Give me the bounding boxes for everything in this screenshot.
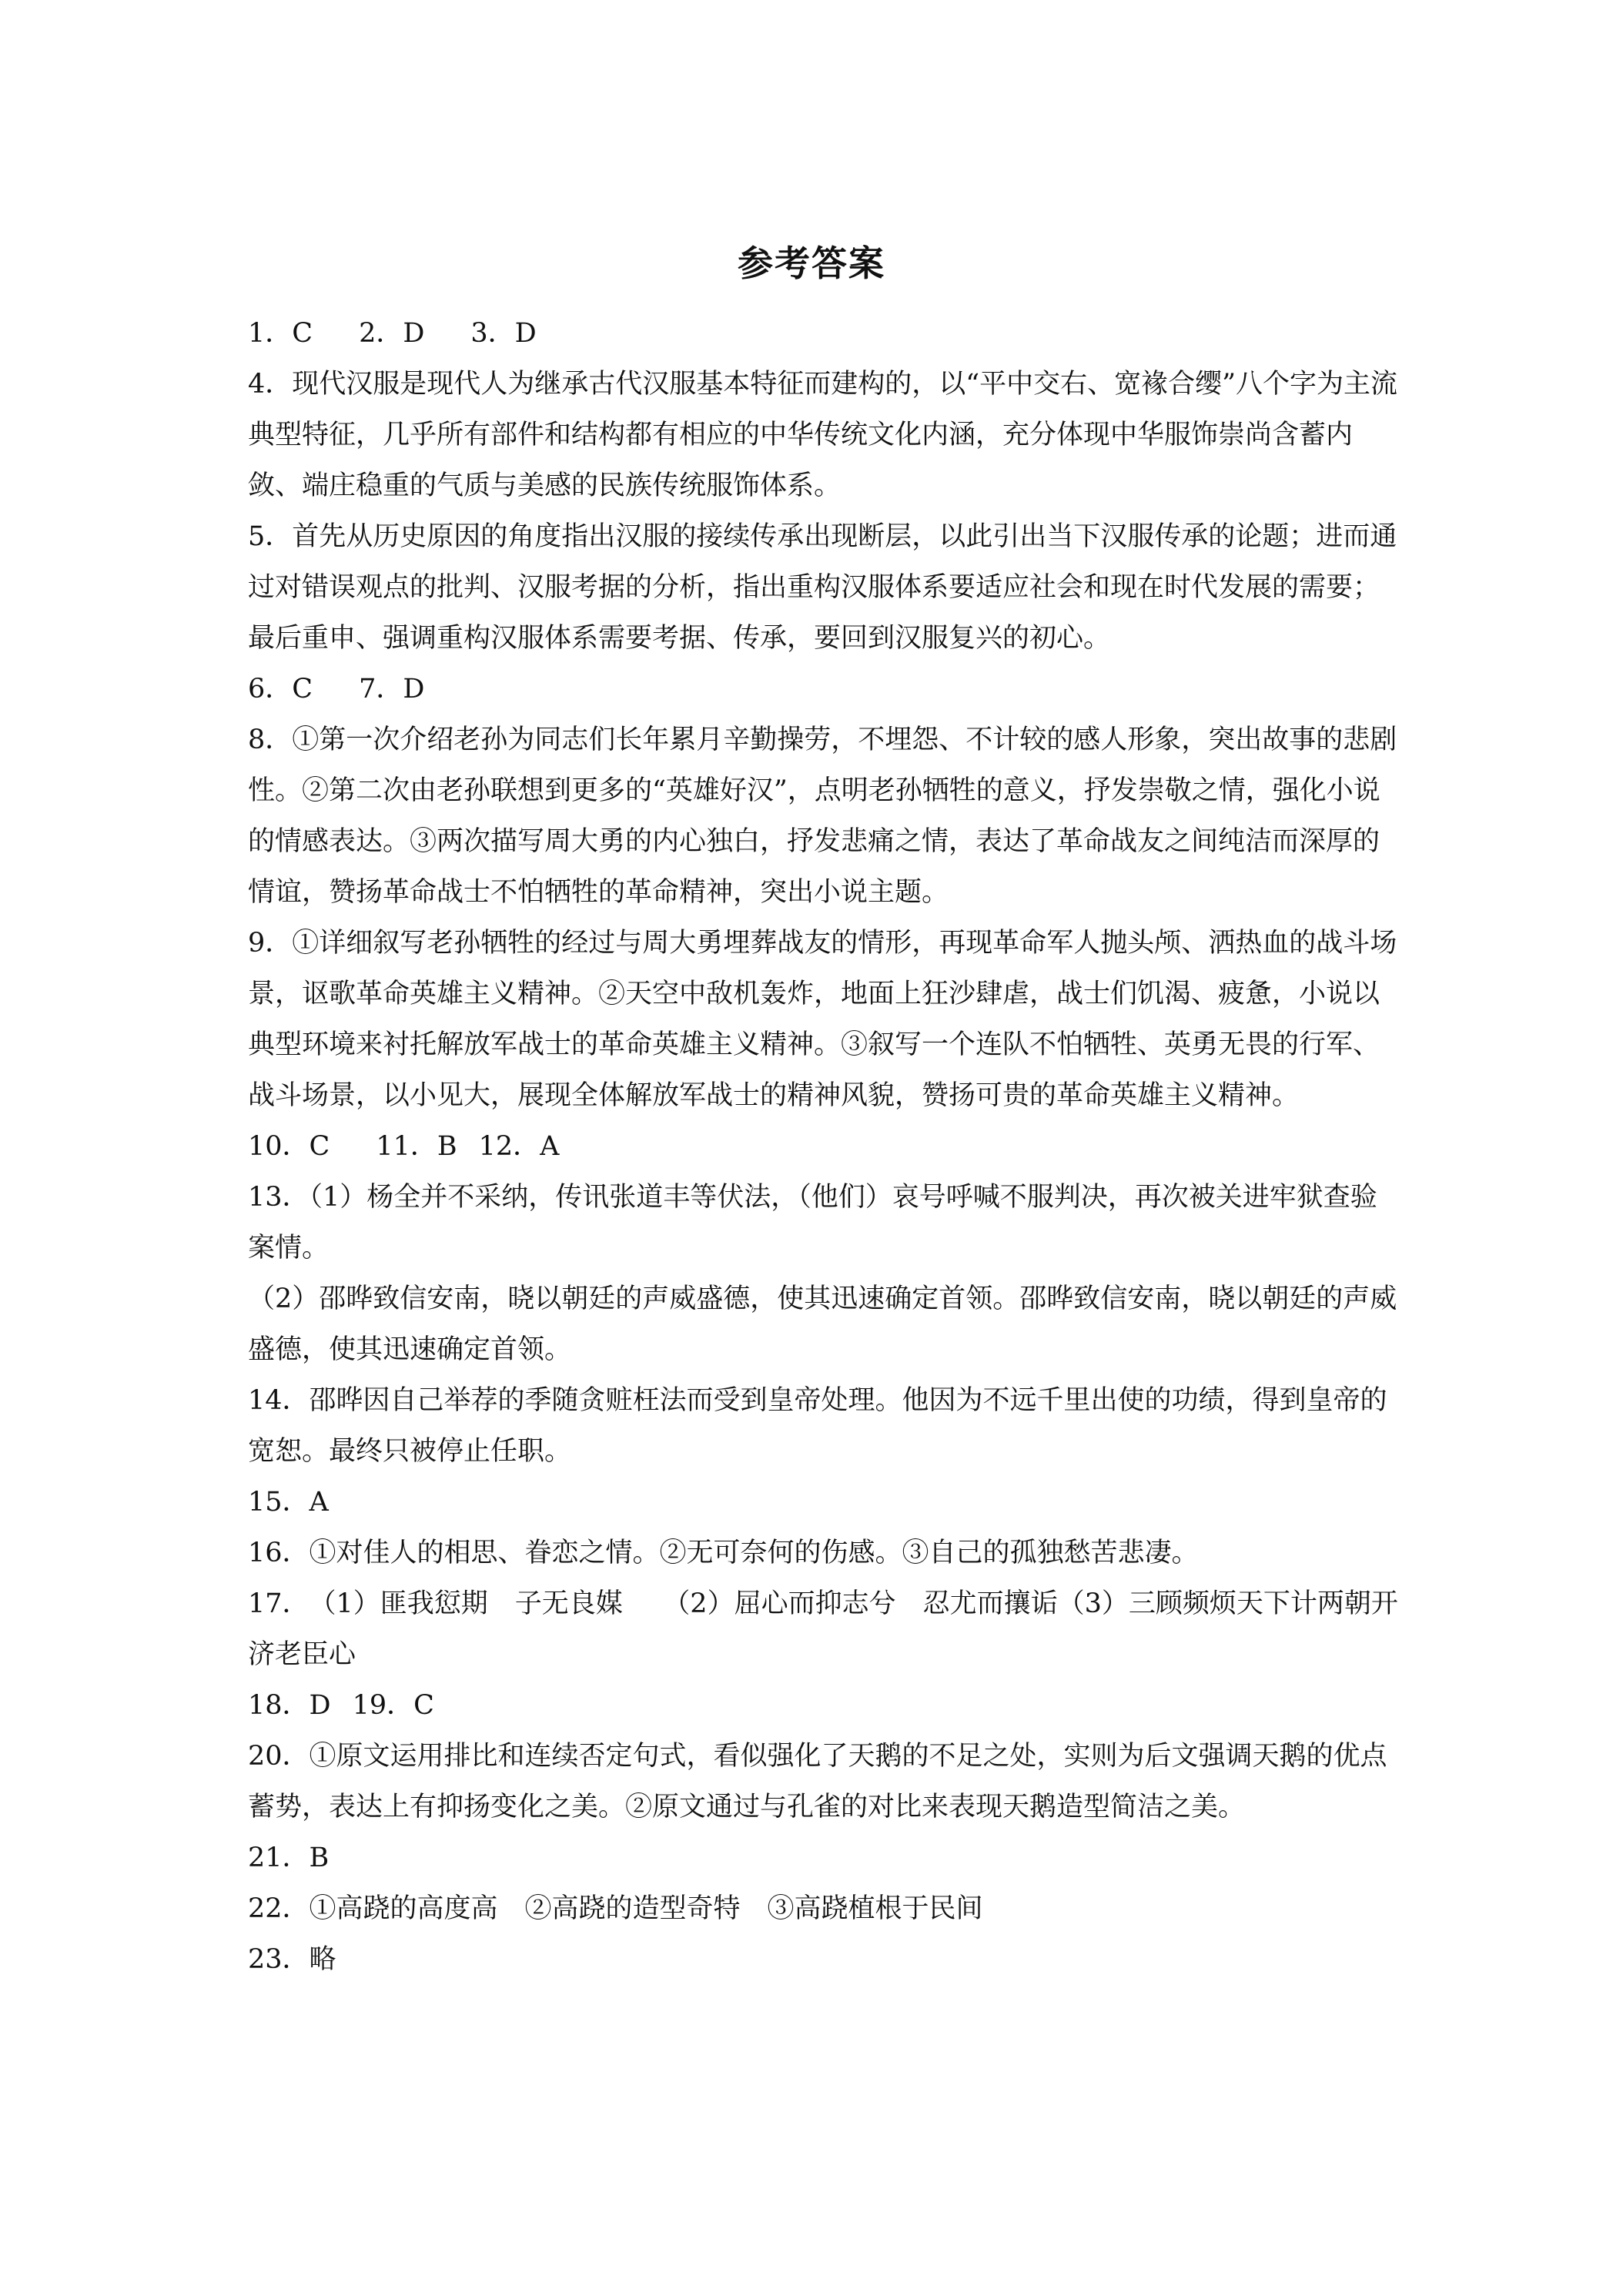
answer-4: 4．现代汉服是现代人为继承古代汉服基本特征而建构的，以“平中交右、宽褖合缨”八个字为主流典型特征，几乎所有部件和结构都有相应的中华传统文化内涵，充分体现中华服饰崇尚含蓄内敛、端庄稳重的气质与美感的民族传统服饰体系。 [248, 369, 1398, 501]
answer-row-10-12 [248, 1121, 1403, 1172]
answer-13-part-1: 13．（1）杨全并不采纳，传讯张道丰等伏法，（他们）哀号呼喊不服判决，再次被关进牢狱查验案情。 [248, 1182, 1377, 1263]
answer-18: 18．D [248, 1690, 331, 1721]
answer-15: 15．A [248, 1487, 329, 1518]
answer-11: 11．B [376, 1131, 457, 1162]
answer-14: 14．邵晔因自己举荐的季随贪赃枉法而受到皇帝处理。他因为不远千里出使的功绩，得到皇帝的宽恕。最终只被停止任职。 [248, 1385, 1387, 1467]
answer-20: 20．①原文运用排比和连续否定句式，看似强化了天鹅的不足之处，实则为后文强调天鹅的优点蓄势，表达上有抑扬变化之美。②原文通过与孔雀的对比来表现天鹅造型简洁之美。 [248, 1741, 1387, 1822]
answer-13-part-2: （2）邵晔致信安南，晓以朝廷的声威盛德，使其迅速确定首领。邵晔致信安南，晓以朝廷的声威盛德，使其迅速确定首领。 [248, 1284, 1397, 1365]
answer-row-1-3 [248, 308, 1403, 359]
answer-10: 10．C [248, 1131, 330, 1162]
answer-19: 19．C [352, 1690, 434, 1721]
answer-row-18-19 [248, 1680, 1403, 1731]
answer-1: 1．C [248, 318, 313, 349]
answer-row-6-7 [248, 664, 1403, 715]
answer-23: 23．略 [248, 1944, 336, 1975]
answer-5: 5．首先从历史原因的角度指出汉服的接续传承出现断层，以此引出当下汉服传承的论题；进而通过对错误观点的批判、汉服考据的分析，指出重构汉服体系要适应社会和现在时代发展的需要；最后重申、强调重构汉服体系需要考据、传承，要回到汉服复兴的初心。 [248, 521, 1397, 654]
page-title: 参考答案 [738, 243, 885, 284]
answer-17: 17． （1）匪我愆期 子无良媒 （2）屈心而抑志兮 忍尤而攘诟（3）三顾频烦天下计两朝开济老臣心 [248, 1588, 1398, 1670]
answer-7: 7．D [359, 674, 425, 705]
answer-list [248, 308, 1403, 1985]
answer-3: 3．D [470, 318, 537, 349]
answer-2: 2．D [359, 318, 425, 349]
answer-16: 16．①对佳人的相思、眷恋之情。②无可奈何的伤感。③自己的孤独愁苦悲凄。 [248, 1538, 1199, 1568]
answer-22: 22．①高跷的高度高 ②高跷的造型奇特 ③高跷植根于民间 [248, 1893, 983, 1924]
answer-9: 9．①详细叙写老孙牺牲的经过与周大勇埋葬战友的情形，再现革命军人抛头颅、洒热血的战斗场景，讴歌革命英雄主义精神。②天空中敌机轰炸，地面上狂沙肆虐，战士们饥渴、疲惫，小说以典型环境来衬托解放军战士的革命英雄主义精神。③叙写一个连队不怕牺牲、英勇无畏的行军、战斗场景，以小见大，展现全体解放军战士的精神风貌，赞扬可贵的革命英雄主义精神。 [248, 928, 1397, 1111]
answer-21: 21．B [248, 1842, 330, 1873]
answer-8: 8．①第一次介绍老孙为同志们长年累月辛勤操劳，不埋怨、不计较的感人形象，突出故事的悲剧性。②第二次由老孙联想到更多的“英雄好汉”，点明老孙牺牲的意义，抒发崇敬之情，强化小说的情感表达。③两次描写周大勇的内心独白，抒发悲痛之情，表达了革命战友之间纯洁而深厚的情谊，赞扬革命战士不怕牺牲的革命精神，突出小说主题。 [248, 725, 1397, 908]
answer-12: 12．A [478, 1131, 560, 1162]
answer-6: 6．C [248, 674, 313, 705]
